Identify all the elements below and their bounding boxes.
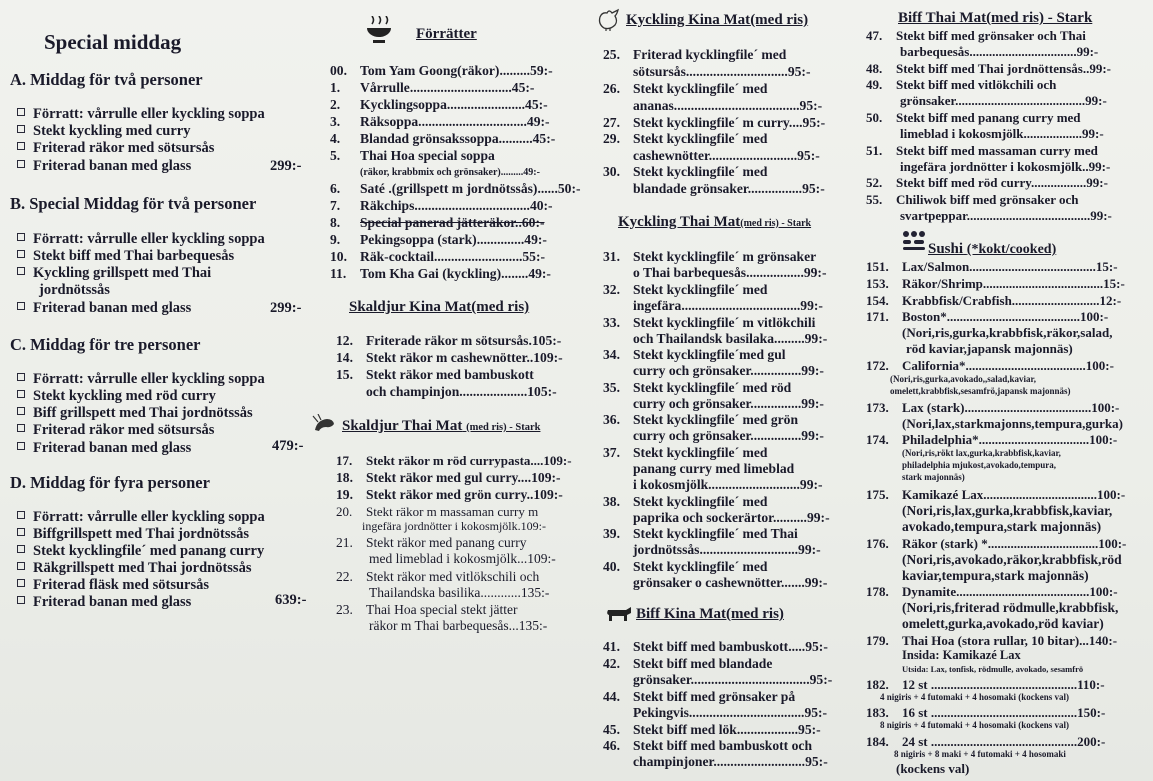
menu-item: 14. Stekt räkor m cashewnötter..109:- [336, 350, 563, 365]
menu-item: 3. Räksoppa................................49:- [330, 114, 550, 129]
menu-item: grönsaker...................................95:- [633, 672, 833, 687]
menu-item: champinjoner...........................95:- [633, 754, 828, 769]
menu-item: grönsaker o cashewnötter.......99:- [633, 575, 828, 590]
list-item: Kyckling grillspett med Thai [17, 266, 211, 281]
menu-item-detail: philadelphia mjukost,avokado,tempura, [902, 460, 1057, 470]
menu-item: 2. Kycklingsoppa.......................45:- [330, 97, 548, 112]
menu-item: panang curry med limeblad [633, 461, 795, 476]
menu-item: 26. Stekt kycklingfile´ med [603, 81, 768, 96]
menu-item: 33. Stekt kycklingfile´ m vitlökchili [603, 315, 816, 330]
chicken-icon [596, 8, 622, 32]
menu-item: 1. Vårrulle..............................45:- [330, 80, 535, 95]
section-c-heading: C. Middag för tre personer [10, 335, 201, 354]
list-item: Förratt: vårrulle eller kyckling soppa [17, 510, 265, 525]
cow-icon [604, 604, 634, 624]
menu-item: 30. Stekt kycklingfile´ med [603, 164, 768, 179]
menu-item: 42. Stekt biff med blandade [603, 656, 773, 671]
menu-item: med limeblad i kokosmjölk...109:- [369, 551, 556, 566]
menu-item: grönsaker........................................99:- [900, 93, 1107, 108]
menu-item-detail: stark majonnäs) [902, 472, 965, 482]
menu-item: limeblad i kokosmjölk..................99:- [900, 126, 1104, 141]
list-item: Förratt: vårrulle eller kyckling soppa [17, 232, 265, 247]
menu-item-detail: kaviar,tempura,stark majonnäs) [902, 568, 1089, 583]
menu-item: 25. Friterad kycklingfile´ med [603, 47, 787, 62]
menu-item-detail: (kockens val) [896, 761, 970, 776]
menu-item: blandade grönsaker................95:- [633, 181, 825, 196]
menu-item: 21. Stekt räkor med panang curry [336, 535, 527, 550]
list-item: Stekt kycklingfile´ med panang curry [17, 544, 264, 559]
menu-item: 00. Tom Yam Goong(räkor).........59:- [330, 63, 553, 78]
menu-item: 174. Philadelphia*..................................100:- [866, 432, 1118, 447]
section-a-heading: A. Middag för två personer [10, 70, 203, 89]
menu-item: 6. Saté .(grillspett m jordnötssås)......50:- [330, 181, 581, 196]
menu-item: ingefära jordnötter i kokosmjölk..99:- [900, 159, 1111, 174]
menu-item: 5. Thai Hoa special soppa [330, 148, 495, 163]
skaldjur-thai-title: Skaldjur Thai Mat (med ris) - Stark [342, 418, 541, 434]
menu-item: ananas.....................................95:- [633, 98, 823, 113]
menu-item: 7. Räkchips..................................40:- [330, 198, 553, 213]
menu-item: 173. Lax (stark).......................................100:- [866, 400, 1120, 415]
menu-item-detail: Utsida: Lax, tonfisk, rödmulle, avokado, sesamfrö [902, 664, 1084, 674]
menu-item: 40. Stekt kycklingfile´ med [603, 559, 768, 574]
section-c-price: 479:- [272, 438, 304, 454]
menu-item: 19. Stekt räkor med grön curry..109:- [336, 487, 563, 502]
menu-item: 50. Stekt biff med panang curry med [866, 110, 1081, 125]
menu-item: 151. Lax/Salmon.......................................15:- [866, 259, 1118, 274]
list-item: Friterad banan med glass [17, 595, 191, 610]
list-item: Stekt biff med Thai barbequesås [17, 249, 234, 264]
section-b-heading: B. Special Middag för två personer [10, 194, 257, 213]
menu-item-detail: omelett,gurka,avokado,röd kaviar) [902, 616, 1104, 631]
menu-item: 12. Friterade räkor m sötsursås.105:- [336, 333, 562, 348]
menu-item-detail: (Nori,ris,friterad rödmulle,krabbfisk, [902, 600, 1119, 615]
list-item: Stekt kyckling med röd curry [17, 389, 216, 404]
list-item: Biffgrillspett med Thai jordnötssås [17, 527, 249, 542]
skaldjur-kina-title: Skaldjur Kina Mat(med ris) [349, 299, 530, 315]
menu-item: 41. Stekt biff med bambuskott.....95:- [603, 639, 828, 654]
section-a-price: 299:- [270, 158, 302, 174]
menu-item: 17. Stekt räkor m röd currypasta....109:- [336, 453, 572, 468]
section-d-heading: D. Middag för fyra personer [10, 473, 210, 492]
menu-item: 9. Pekingsoppa (stark)..............49:- [330, 232, 547, 247]
menu-item: 37. Stekt kycklingfile´ med [603, 445, 768, 460]
menu-item: Thailandska basilika............135:- [369, 585, 550, 600]
kyckling-kina-title: Kyckling Kina Mat(med ris) [626, 12, 809, 28]
menu-item-detail: 8 nigiris + 4 futomaki + 4 hosomaki (kockens val) [880, 720, 1070, 730]
sushi-title: Sushi (*kokt/cooked) [928, 241, 1057, 257]
menu-item-detail: (Nori,ris,lax,gurka,krabbfisk,kaviar, [902, 503, 1113, 518]
menu-item: räkor m Thai barbequesås...135:- [369, 618, 548, 633]
menu-item: curry och grönsaker...............99:- [633, 363, 824, 378]
list-item: Friterad räkor med sötsursås [17, 141, 214, 156]
menu-item: 20. Stekt räkor m massaman curry m [336, 504, 539, 519]
menu-item: 36. Stekt kycklingfile´ med grön [603, 412, 799, 427]
menu-item: 27. Stekt kycklingfile´ m curry....95:- [603, 115, 826, 130]
list-item: Friterad banan med glass [17, 301, 191, 316]
list-item: Förratt: vårrulle eller kyckling soppa [17, 372, 265, 387]
list-item: Friterad banan med glass [17, 159, 191, 174]
menu-item-detail: (Nori,ris,gurka,avokado,,salad,kaviar, [890, 374, 1036, 384]
list-item: Räkgrillspett med Thai jordnötssås [17, 561, 251, 576]
menu-item: 51. Stekt biff med massaman curry med [866, 143, 1098, 158]
menu-item: 49. Stekt biff med vitlökchili och [866, 77, 1057, 92]
menu-item: 178. Dynamite.........................................100:- [866, 584, 1118, 599]
menu-item: 35. Stekt kycklingfile´ med röd [603, 380, 792, 395]
menu-item: 176. Räkor (stark) *..................................100:- [866, 536, 1127, 551]
menu-item: 171. Boston*.........................................100:- [866, 309, 1109, 324]
menu-item: 153. Räkor/Shrimp.....................................15:- [866, 276, 1125, 291]
soup-bowl-icon [366, 16, 392, 46]
menu-item: 45. Stekt biff med lök..................95:- [603, 722, 821, 737]
menu-item: 31. Stekt kycklingfile´ m grönsaker [603, 249, 817, 264]
forratter-title: Förrätter [416, 26, 477, 42]
menu-item: ingefära...................................99:- [633, 298, 823, 313]
menu-item-detail: avokado,tempura,stark majonnäs) [902, 519, 1102, 534]
biff-thai-title: Biff Thai Mat(med ris) - Stark [898, 10, 1093, 26]
menu-item: 182. 12 st .............................................110:- [866, 677, 1105, 692]
section-d-price: 639:- [275, 592, 307, 608]
menu-item-detail: omelett,krabbfisk,sesamfrö,japansk majonnäs) [890, 386, 1071, 396]
menu-item-detail: 8 nigiris + 8 maki + 4 futomaki + 4 hosomaki [894, 749, 1066, 759]
menu-item-detail: (räkor, krabbmix och grönsaker).........49:- [360, 167, 540, 178]
menu-item: sötsursås..............................95:- [633, 64, 811, 79]
menu-item: 4. Blandad grönsakssoppa..........45:- [330, 131, 556, 146]
biff-kina-title: Biff Kina Mat(med ris) [636, 606, 784, 622]
menu-item: 34. Stekt kycklingfile´med gul [603, 347, 786, 362]
menu-item: 15. Stekt räkor med bambuskott [336, 367, 534, 382]
menu-item: 39. Stekt kycklingfile´ med Thai [603, 526, 798, 541]
menu-item: paprika och sockerärtor..........99:- [633, 510, 830, 525]
menu-item: 55. Chiliwok biff med grönsaker och [866, 192, 1079, 207]
menu-item: 44. Stekt biff med grönsaker på [603, 689, 796, 704]
shrimp-icon [312, 414, 336, 434]
menu-item: jordnötssås.............................99:- [633, 542, 821, 557]
menu-item: ingefära jordnötter i kokosmjölk.109:- [362, 519, 546, 533]
menu-item: 184. 24 st .............................................200:- [866, 734, 1106, 749]
menu-item-detail: 4 nigiris + 4 futomaki + 4 hosomaki (kockens val) [880, 692, 1070, 702]
menu-item-detail: (Nori,ris,gurka,krabbfisk,räkor,salad, [902, 325, 1113, 340]
menu-item: curry och grönsaker...............99:- [633, 396, 824, 411]
menu-item: svartpeppar......................................99:- [900, 208, 1112, 223]
menu-item: 22. Stekt räkor med vitlökschili och [336, 569, 540, 584]
menu-item: 8. Special panerad jätteräkor..60:- [330, 215, 545, 230]
menu-item-detail: (Nori,lax,starkmajonns,tempura,gurka) [902, 416, 1123, 431]
menu-item: 29. Stekt kycklingfile´ med [603, 131, 768, 146]
list-item: Friterad fläsk med sötsursås [17, 578, 209, 593]
menu-item: 23. Thai Hoa special stekt jätter [336, 602, 518, 617]
menu-item: 38. Stekt kycklingfile´ med [603, 494, 768, 509]
menu-item: i kokosmjölk...........................99:- [633, 477, 823, 492]
menu-item: 172. California*.....................................100:- [866, 358, 1114, 373]
menu-item: o Thai barbequesås.................99:- [633, 265, 827, 280]
menu-item: 18. Stekt räkor med gul curry....109:- [336, 470, 561, 485]
menu-item: och champinjon....................105:- [366, 384, 557, 399]
menu-item: 11. Tom Kha Gai (kyckling)........49:- [330, 266, 551, 281]
menu-item: curry och grönsaker...............99:- [633, 428, 824, 443]
menu-item-detail: (Nori,ris,avokado,räkor,krabbfisk,röd [902, 552, 1122, 567]
menu-item: 183. 16 st .............................................150:- [866, 705, 1106, 720]
menu-item-detail: röd kaviar,japansk majonnäs) [906, 341, 1073, 356]
special-middag-title: Special middag [44, 30, 182, 54]
sushi-icon [902, 230, 926, 252]
menu-item: 32. Stekt kycklingfile´ med [603, 282, 768, 297]
menu-item: och Thailandsk basilaka.........99:- [633, 331, 828, 346]
list-item: jordnötssås [39, 282, 110, 298]
list-item: Stekt kyckling med curry [17, 124, 190, 139]
menu-item: 179. Thai Hoa (stora rullar, 10 bitar)...140:- [866, 633, 1118, 648]
menu-item: Pekingvis..................................95:- [633, 705, 828, 720]
menu-item: cashewnötter..........................95:- [633, 148, 820, 163]
menu-item: 10. Räk-cocktail..........................55:- [330, 249, 546, 264]
menu-item-detail: Insida: Kamikazé Lax [902, 648, 1021, 662]
menu-item: 154. Krabbfisk/Crabfish...........................12:- [866, 293, 1122, 308]
list-item: Förratt: vårrulle eller kyckling soppa [17, 107, 265, 122]
menu-item: barbequesås.................................99:- [900, 44, 1099, 59]
menu-item: 52. Stekt biff med röd curry.................99:- [866, 175, 1108, 190]
menu-item: 46. Stekt biff med bambuskott och [603, 738, 813, 753]
kyckling-thai-title: Kyckling Thai Mat(med ris) - Stark [618, 214, 812, 230]
menu-item: 47. Stekt biff med grönsaker och Thai [866, 28, 1086, 43]
list-item: Friterad räkor med sötsursås [17, 423, 214, 438]
menu-item: 175. Kamikazé Lax...................................100:- [866, 487, 1126, 502]
section-b-price: 299:- [270, 300, 302, 316]
menu-item-detail: (Nori,ris,rökt lax,gurka,krabbfisk,kaviar, [902, 448, 1061, 458]
list-item: Biff grillspett med Thai jordnötssås [17, 406, 253, 421]
list-item: Friterad banan med glass [17, 441, 191, 456]
menu-item: 48. Stekt biff med Thai jordnöttensås..99:- [866, 61, 1111, 76]
